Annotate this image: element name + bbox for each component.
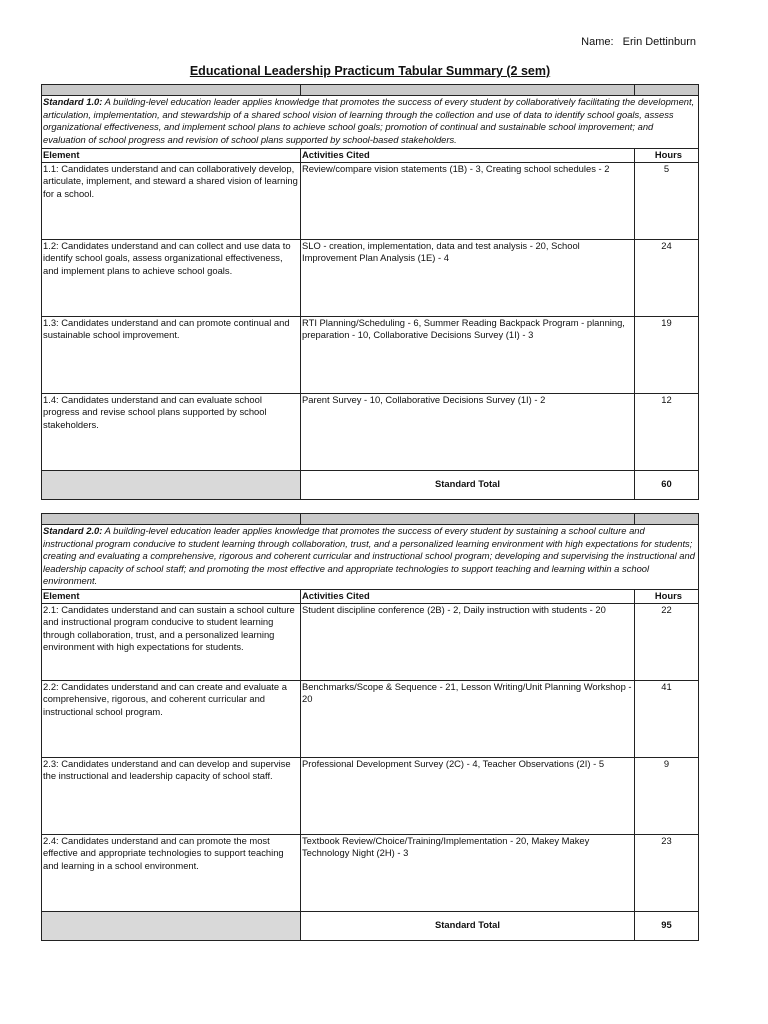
hours-cell: 22	[635, 603, 699, 680]
hours-cell: 19	[635, 316, 699, 393]
element-cell: 2.2: Candidates understand and can create and evaluate a comprehensive, rigorous, and coherent curricular and instructional school program.	[42, 680, 301, 757]
element-cell: 2.3: Candidates understand and can develop and supervise the instructional and leadership capacity of school staff.	[42, 757, 301, 834]
element-column-header: Element	[42, 590, 301, 604]
standard-text: A building-level education leader applies knowledge that promotes the success of every student by sustaining a school culture and instructional program conducive to student learning through collaboration, trust, and a personalized learning environment with high expectations for students; creating and evaluating a comprehensive, rigorous and coherent curricular and instructional school program; developing and supervising the instructional and leadership capacity of school staff; and promoting the most effective and appropriate technologies to support teaching and learning within a school environment.	[43, 525, 695, 586]
standard-label: Standard 2.0:	[43, 525, 103, 536]
element-cell: 1.3: Candidates understand and can promote continual and sustainable school improvement.	[42, 316, 301, 393]
hours-cell: 9	[635, 757, 699, 834]
activities-cell: Student discipline conference (2B) - 2, Daily instruction with students - 20	[301, 603, 635, 680]
table-row	[42, 393, 699, 470]
column-header-row	[42, 590, 699, 604]
standard-1-table	[41, 84, 699, 500]
hours-cell: 24	[635, 239, 699, 316]
hours-cell: 23	[635, 834, 699, 911]
table-row	[42, 239, 699, 316]
standard-total-value: 95	[635, 911, 699, 940]
standard-total-row	[42, 911, 699, 940]
element-column-header: Element	[42, 149, 301, 163]
standard-total-label: Standard Total	[301, 470, 635, 499]
element-cell: 1.4: Candidates understand and can evaluate school progress and revise school plans supported by school stakeholders.	[42, 393, 301, 470]
hours-cell: 41	[635, 680, 699, 757]
column-header-row	[42, 149, 699, 163]
activities-column-header: Activities Cited	[301, 149, 635, 163]
table-row	[42, 834, 699, 911]
table-row	[42, 680, 699, 757]
document-title: Educational Leadership Practicum Tabular Summary (2 sem)	[189, 64, 551, 78]
hours-column-header: Hours	[635, 590, 699, 604]
element-cell: 2.4: Candidates understand and can promote the most effective and appropriate technologies to support teaching and learning in a school environment.	[42, 834, 301, 911]
table-row	[42, 757, 699, 834]
activities-cell: Review/compare vision statements (1B) - 3, Creating school schedules - 2	[301, 162, 635, 239]
activities-cell: Professional Development Survey (2C) - 4, Teacher Observations (2I) - 5	[301, 757, 635, 834]
standard-description-row	[42, 525, 699, 590]
student-name-line	[581, 36, 696, 48]
student-name: Erin Dettinburn	[622, 36, 696, 48]
standard-label: Standard 1.0:	[43, 96, 103, 107]
hours-column-header: Hours	[635, 149, 699, 163]
standard-2-table	[41, 513, 699, 941]
element-cell: 1.1: Candidates understand and can collaboratively develop, articulate, implement, and steward a shared vision of learning for a school.	[42, 162, 301, 239]
table-row	[42, 316, 699, 393]
activities-cell: Textbook Review/Choice/Training/Implementation - 20, Makey Makey Technology Night (2H) - 3	[301, 834, 635, 911]
element-cell: 2.1: Candidates understand and can sustain a school culture and instructional program conducive to student learning through collaboration, trust, and a personalized learning environment with high expectations for students.	[42, 603, 301, 680]
hours-cell: 5	[635, 162, 699, 239]
activities-cell: SLO - creation, implementation, data and test analysis - 20, School Improvement Plan Analysis (1E) - 4	[301, 239, 635, 316]
table-row	[42, 603, 699, 680]
standard-total-value: 60	[635, 470, 699, 499]
standard-description-row	[42, 96, 699, 149]
standard-total-row	[42, 470, 699, 499]
standard-text: A building-level education leader applies knowledge that promotes the success of every student by collaboratively facilitating the development, articulation, implementation, and stewardship of a shared school vision of learning through the collection and use of data to identify school goals, assess organizational effectiveness, and implement school plans to achieve school goals; promotion of continual and sustainable school improvement; and evaluation of school progress and revision of school plans supported by school-based stakeholders.	[43, 96, 695, 145]
name-label: Name:	[581, 36, 614, 48]
element-cell: 1.2: Candidates understand and can collect and use data to identify school goals, assess organizational effectiveness, and implement plans to achieve school goals.	[42, 239, 301, 316]
activities-cell: Parent Survey - 10, Collaborative Decisions Survey (1I) - 2	[301, 393, 635, 470]
activities-cell: RTI Planning/Scheduling - 6, Summer Reading Backpack Program - planning, preparation - 10, Collaborative Decisions Survey (1I) - 3	[301, 316, 635, 393]
standard-total-label: Standard Total	[301, 911, 635, 940]
hours-cell: 12	[635, 393, 699, 470]
activities-cell: Benchmarks/Scope & Sequence - 21, Lesson Writing/Unit Planning Workshop - 20	[301, 680, 635, 757]
table-row	[42, 162, 699, 239]
header-strip	[42, 85, 699, 96]
header-strip	[42, 514, 699, 525]
standard-description	[42, 525, 699, 590]
standard-description	[42, 96, 699, 149]
activities-column-header: Activities Cited	[301, 590, 635, 604]
